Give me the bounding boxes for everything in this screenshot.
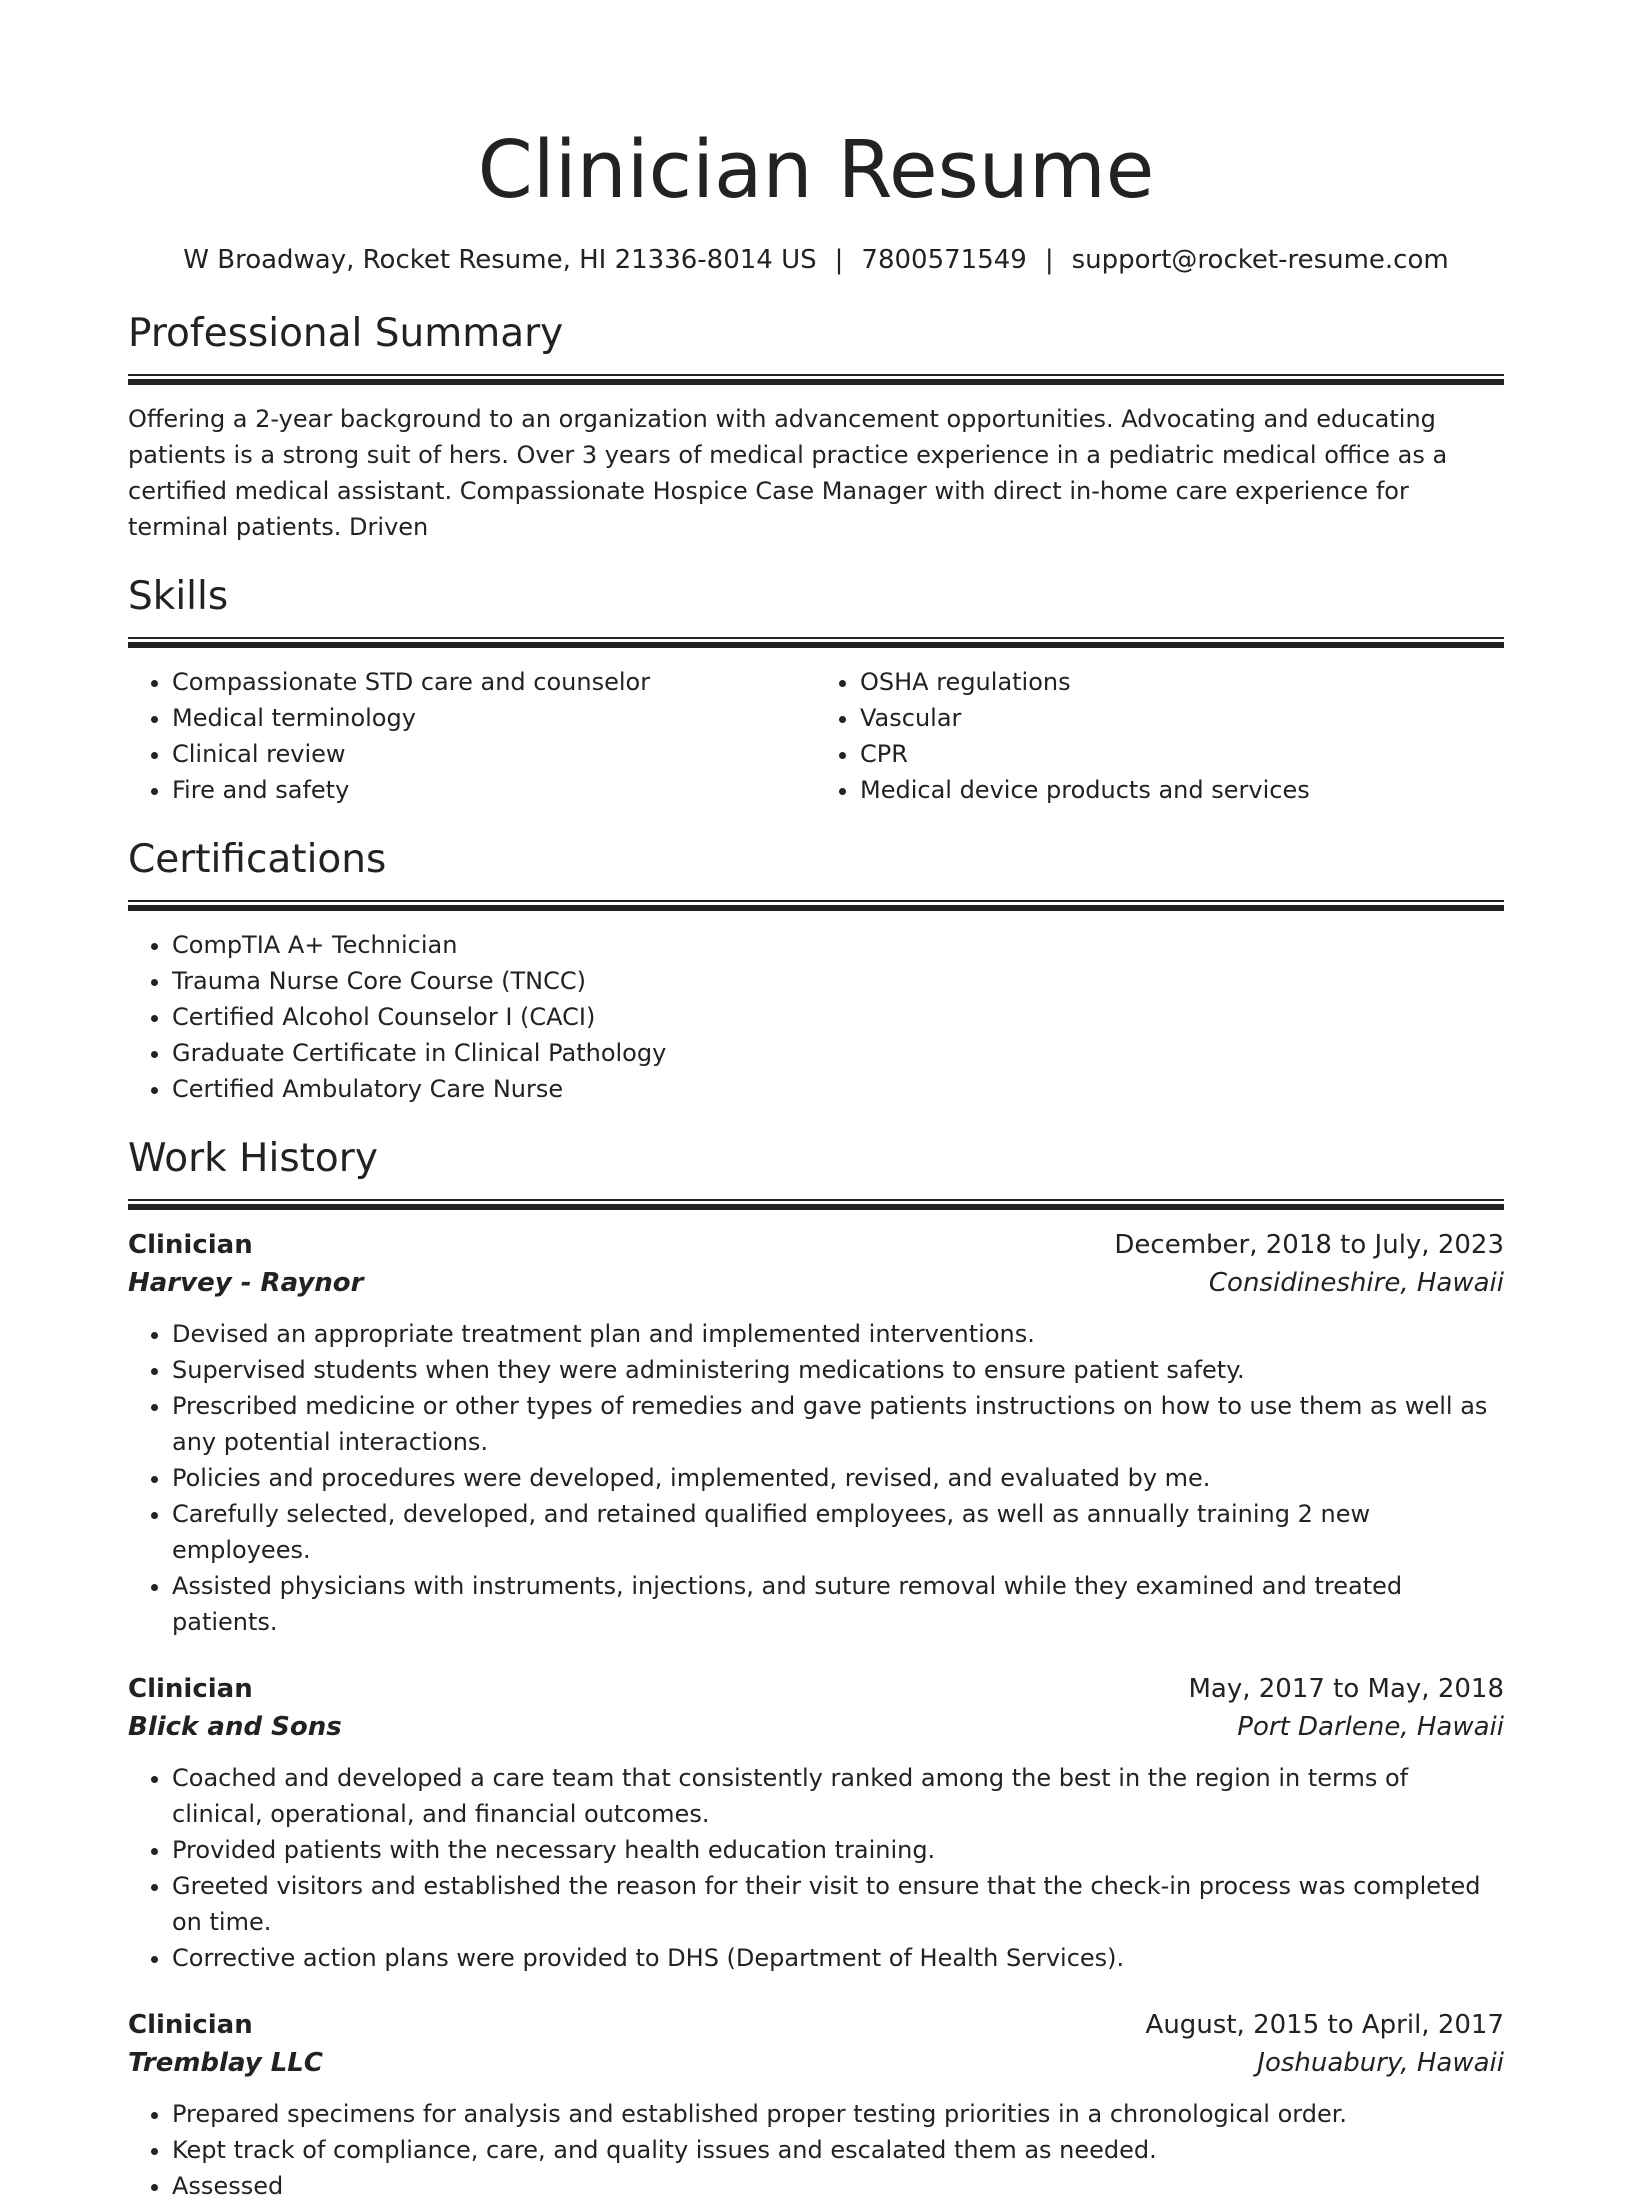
job-title: Clinician [128, 1674, 253, 1704]
list-item: • Coached and developed a care team that consistently ranked among the best in the region in terms of clinical, operational, and financial outcomes. [172, 1760, 1504, 1832]
list-item: • CPR [860, 736, 1504, 772]
job-dates: May, 2017 to May, 2018 [1188, 1674, 1504, 1704]
list-item: • Certified Alcohol Counselor I (CACI) [172, 999, 1504, 1035]
certifications-list [128, 927, 1504, 1107]
job-header [128, 1670, 1504, 1708]
resume-title: Clinician Resume [477, 124, 1155, 216]
list-item: • Fire and safety [172, 772, 816, 808]
list-item: • Clinical review [172, 736, 816, 772]
job-dates: August, 2015 to April, 2017 [1145, 2010, 1504, 2040]
list-item: • Prepared specimens for analysis and established proper testing priorities in a chronological order. [172, 2096, 1504, 2132]
job-subheader [128, 1708, 1504, 1746]
section-certifications [128, 836, 1504, 1107]
address: W Broadway, Rocket Resume, HI 21336-8014 US [183, 245, 817, 275]
job-bullets [128, 1316, 1504, 1640]
list-item: • Kept track of compliance, care, and quality issues and escalated them as needed. [172, 2132, 1504, 2168]
section-divider [128, 374, 1504, 385]
list-item: • Graduate Certificate in Clinical Pathology [172, 1035, 1504, 1071]
list-item: • Medical device products and services [860, 772, 1504, 808]
job-entry [128, 1670, 1504, 1976]
job-location: Port Darlene, Hawaii [1237, 1712, 1504, 1742]
job-company: Harvey - Raynor [128, 1268, 364, 1298]
list-item: • Corrective action plans were provided to DHS (Department of Health Services). [172, 1940, 1504, 1976]
job-dates: December, 2018 to July, 2023 [1114, 1230, 1504, 1260]
job-bullets [128, 1760, 1504, 1976]
list-item: • OSHA regulations [860, 664, 1504, 700]
skills-list-left [128, 664, 816, 808]
job-title: Clinician [128, 1230, 253, 1260]
section-skills [128, 573, 1504, 808]
job-location: Joshuabury, Hawaii [1257, 2048, 1504, 2078]
skills-list-right [816, 664, 1504, 808]
list-item: • Vascular [860, 700, 1504, 736]
list-item: • Greeted visitors and established the reason for their visit to ensure that the check-in process was completed on time. [172, 1868, 1504, 1940]
phone: 7800571549 [861, 245, 1027, 275]
list-item: • Supervised students when they were administering medications to ensure patient safety. [172, 1352, 1504, 1388]
section-divider [128, 900, 1504, 911]
section-title: Certifications [128, 837, 387, 882]
section-divider [128, 1199, 1504, 1210]
separator: | [834, 245, 844, 275]
summary-text: Offering a 2-year background to an organization with advancement opportunities. Advocating and educating patients is a strong suit of hers. Over 3 years of medical practice experience in a pediatric medical office as a certified medical assistant. Compassionate Hospice Case Manager with direct in-home care experience for terminal patients. Driven [128, 405, 1448, 541]
job-subheader [128, 1264, 1504, 1302]
section-title: Work History [128, 1136, 378, 1181]
list-item: • Certified Ambulatory Care Nurse [172, 1071, 1504, 1107]
job-bullets [128, 2096, 1504, 2204]
list-item: • CompTIA A+ Technician [172, 927, 1504, 963]
job-location: Considineshire, Hawaii [1208, 1268, 1504, 1298]
section-title: Professional Summary [128, 311, 564, 356]
job-header [128, 1226, 1504, 1264]
list-item: • Medical terminology [172, 700, 816, 736]
job-header [128, 2006, 1504, 2044]
list-item: • Trauma Nurse Core Course (TNCC) [172, 963, 1504, 999]
section-title: Skills [128, 574, 229, 619]
job-company: Tremblay LLC [128, 2048, 323, 2078]
list-item: • Prescribed medicine or other types of remedies and gave patients instructions on how to use them as well as any potential interactions. [172, 1388, 1504, 1460]
contact-line [128, 242, 1504, 278]
list-item: • Carefully selected, developed, and retained qualified employees, as well as annually training 2 new employees. [172, 1496, 1504, 1568]
job-subheader [128, 2044, 1504, 2082]
list-item: • Devised an appropriate treatment plan and implemented interventions. [172, 1316, 1504, 1352]
job-entry [128, 2006, 1504, 2204]
email: support@rocket-resume.com [1071, 245, 1449, 275]
section-work-history [128, 1135, 1504, 2204]
section-divider [128, 637, 1504, 648]
list-item: • Assisted physicians with instruments, injections, and suture removal while they examined and treated patients. [172, 1568, 1504, 1640]
list-item: • Compassionate STD care and counselor [172, 664, 816, 700]
list-item: • Assessed [172, 2168, 1504, 2204]
section-summary [128, 310, 1504, 545]
job-company: Blick and Sons [128, 1712, 342, 1742]
list-item: • Policies and procedures were developed, implemented, revised, and evaluated by me. [172, 1460, 1504, 1496]
job-title: Clinician [128, 2010, 253, 2040]
separator: | [1044, 245, 1054, 275]
job-entry [128, 1226, 1504, 1640]
skills-grid [128, 664, 1504, 808]
list-item: • Provided patients with the necessary health education training. [172, 1832, 1504, 1868]
